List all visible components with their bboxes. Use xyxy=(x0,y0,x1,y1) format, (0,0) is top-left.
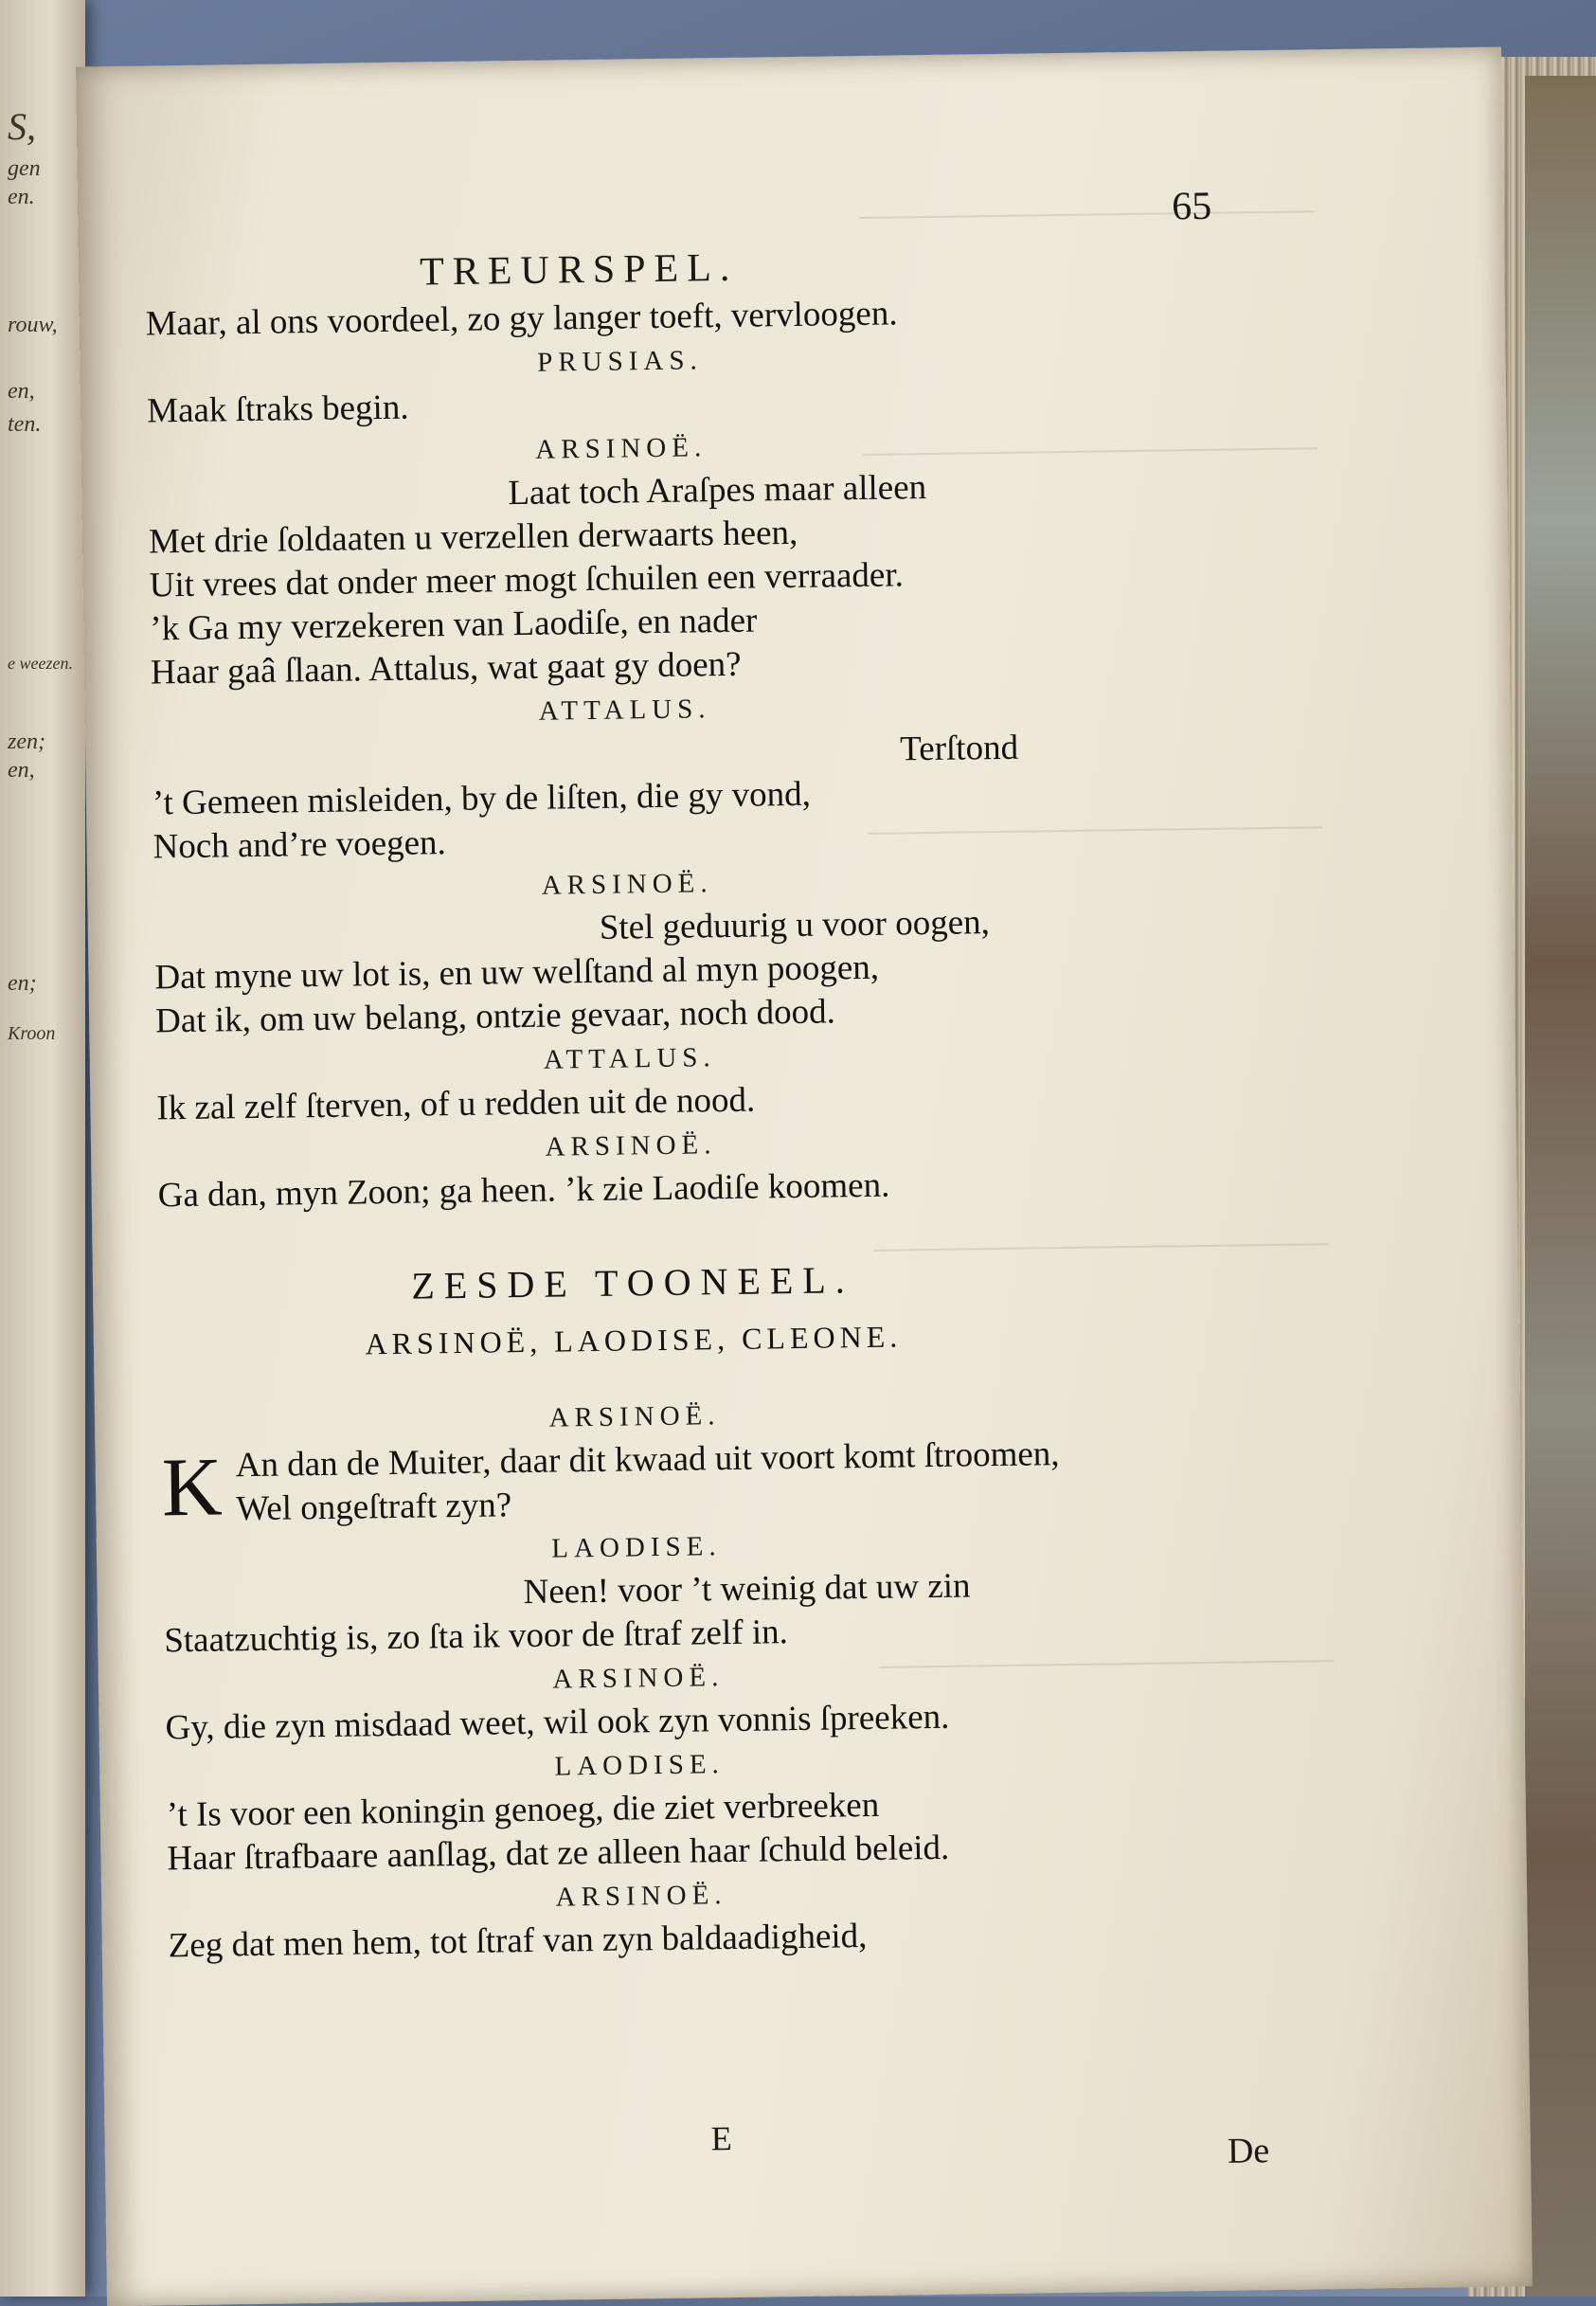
left-fragment: gen xyxy=(8,156,41,181)
verse-line: Uit vrees dat onder meer mogt ſchuilen een verraader. xyxy=(149,555,905,605)
speaker-name: ARSINOË. xyxy=(548,1400,721,1433)
left-fragment: rouw, xyxy=(8,313,58,337)
verse-line: Haar ſtrafbaare aanſlag, dat ze alleen haar ſchuld beleid. xyxy=(167,1828,950,1879)
left-fragment: en, xyxy=(8,758,35,783)
verse-line: Gy, die zyn misdaad weet, wil ook zyn vonnis ſpreeken. xyxy=(165,1697,950,1748)
verse-line: Met drie ſoldaaten u verzellen derwaarts heen, xyxy=(148,513,798,562)
signature-mark: E xyxy=(710,2119,732,2158)
verse-line: Staatzuchtig is, zo ſta ik voor de ſtraf zelf in. xyxy=(163,1612,789,1661)
verse-line: Neen! voor ’t weinig dat uw zin xyxy=(523,1566,971,1612)
left-fragment: en. xyxy=(8,185,35,209)
book-page xyxy=(76,46,1533,2306)
running-head: TREURSPEL. xyxy=(419,245,739,295)
speaker-name: ATTALUS. xyxy=(543,1042,716,1075)
drop-cap: K xyxy=(161,1441,224,1535)
left-fragment: S, xyxy=(8,105,36,148)
verse-line: Zeg dat men hem, tot ſtraf van zyn baldaadigheid, xyxy=(168,1917,868,1966)
speaker-name: PRUSIAS. xyxy=(536,345,703,378)
speaker-name: ATTALUS. xyxy=(538,694,711,727)
speaker-name: ARSINOË. xyxy=(535,432,708,465)
bleed-through xyxy=(859,210,1314,238)
marbled-cover xyxy=(1525,76,1596,2297)
verse-line: Maar, al ons voordeel, zo gy langer toeft, vervloogen. xyxy=(145,294,898,344)
verse-line: ’k Ga my verzekeren van Laodiſe, en nader xyxy=(150,601,758,649)
catchword: De xyxy=(1227,2131,1270,2171)
verse-line: Ik zal zelf ſterven, of u redden uit de nood. xyxy=(156,1080,756,1128)
left-fragment: en; xyxy=(8,971,37,996)
speaker-name: ARSINOË. xyxy=(541,868,713,901)
left-fragment: e weezen. xyxy=(8,654,73,673)
left-fragment: Kroon xyxy=(8,1023,56,1044)
left-fragment: en, xyxy=(8,379,35,404)
verse-line: Dat myne uw lot is, en uw welſtand al myn poogen, xyxy=(154,947,880,998)
scene-title: ZESDE TOONEEL. xyxy=(411,1258,855,1307)
speaker-name: ARSINOË. xyxy=(545,1129,717,1162)
verse-line: Ga dan, myn Zoon; ga heen. ’k zie Laodiſe koomen. xyxy=(157,1165,890,1216)
left-fragment: ten. xyxy=(8,412,42,437)
verse-text: An dan de Muiter, daar dit kwaad uit voort komt ſtroomen, xyxy=(235,1434,1060,1486)
page-number: 65 xyxy=(1171,184,1212,229)
speaker-name: LAODISE. xyxy=(551,1531,722,1564)
left-page-edge xyxy=(0,0,85,2297)
verse-line: Stel geduurig u voor oogen, xyxy=(599,903,991,947)
verse-line: Wel ongeſtraft zyn? xyxy=(236,1486,512,1529)
text-block xyxy=(146,287,1286,1968)
verse-line: Dat ik, om uw belang, ontzie gevaar, noch dood. xyxy=(154,992,836,1041)
verse-line: Laat toch Araſpes maar alleen xyxy=(508,468,927,513)
speaker-name: ARSINOË. xyxy=(555,1880,727,1913)
verse-line: Noch and’re voegen. xyxy=(152,823,447,867)
verse-line: Haar gaâ ſlaan. Attalus, wat gaat gy doen? xyxy=(150,644,742,693)
cast-list: ARSINOË, LAODISE, CLEONE. xyxy=(365,1319,903,1361)
verse-line: Terſtond xyxy=(899,728,1019,769)
verse-line: Maak ſtraks begin. xyxy=(146,387,409,431)
left-fragment: zen; xyxy=(8,730,45,754)
speaker-name: LAODISE. xyxy=(554,1749,726,1782)
verse-line: ’t Is voor een koningin genoeg, die ziet verbreeken xyxy=(166,1785,880,1835)
speaker-name: ARSINOË. xyxy=(552,1662,725,1695)
verse-line: ’t Gemeen misleiden, by de liſten, die gy vond, xyxy=(152,774,812,823)
